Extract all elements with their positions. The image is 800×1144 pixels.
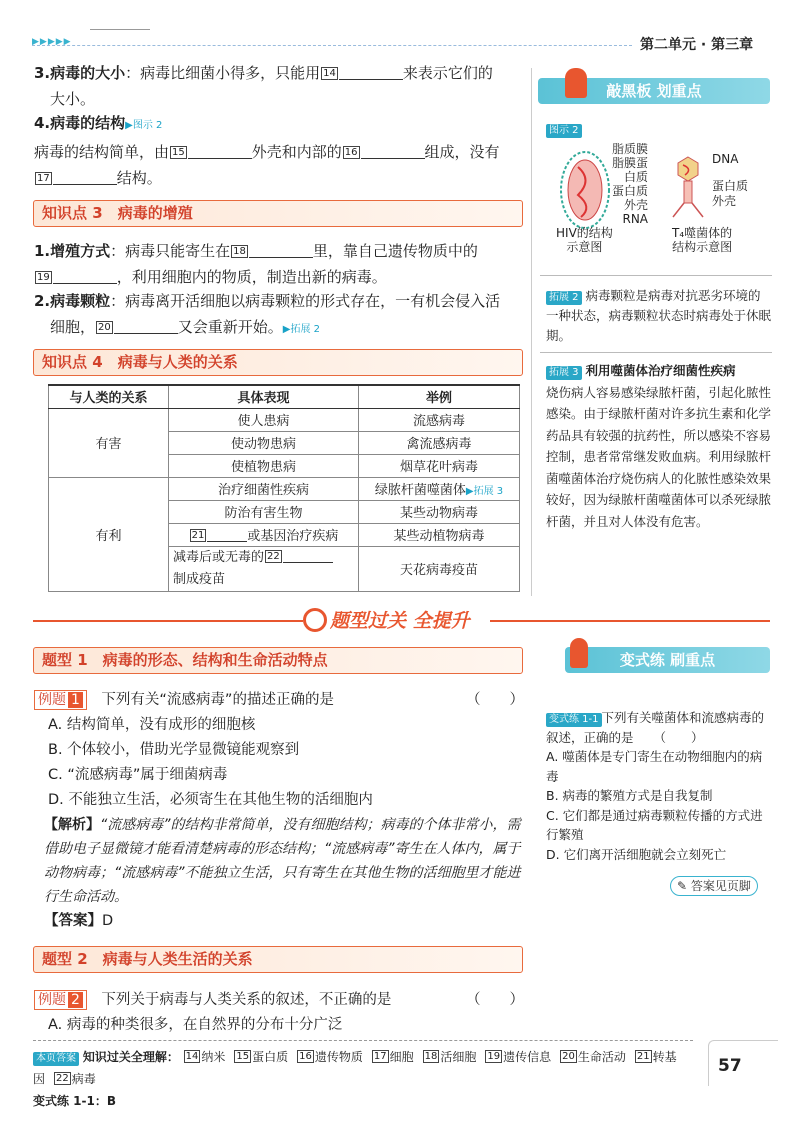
footer-answer-item — [296, 1050, 363, 1064]
footer-answer-item — [53, 1072, 96, 1086]
para-4: 4.病毒的结构▶图示 2 病毒的结构简单，由 15 外壳和内部的 16 组成，没有 17 结构。 — [34, 114, 500, 187]
figure-2-link[interactable]: ▶图示 2 — [125, 120, 163, 131]
side-divider-2 — [540, 352, 772, 353]
banner-practice: 变式练 刷重点 — [565, 647, 770, 673]
footer-answer-item — [422, 1050, 477, 1064]
footer-answer-text: 蛋白质 — [252, 1050, 289, 1064]
option-a[interactable]: A. 病毒的种类很多，在自然界的分布十分广泛 — [48, 1017, 343, 1033]
footer-answer-item — [484, 1050, 551, 1064]
footer-answer-text: 转基因 — [33, 1050, 677, 1086]
footer-answer-text: 纳米 — [201, 1050, 226, 1064]
footer-answer-text: 遗传物质 — [314, 1050, 363, 1064]
table-row: 使动物患病 禽流感病毒 — [49, 431, 520, 454]
reproduction-1: 1.增殖方式：病毒只能寄生在 18 里，靠自己遗传物质中的 19 ，利用细胞内的物质，制造出新的病毒。 — [34, 242, 478, 286]
example-1: 例题 1 下列有关“流感病毒”的描述正确的是 （ ） A. 结构简单，没有成形的细胞核 B. 个体较小，借助光学显微镜能观察到 C. “流感病毒”属于细菌病毒 D. 不能独立生活，必须寄生在其他生物的活细胞内 【解析】“流感病毒”的结构非常简单，没有细胞结构；病毒的个体非常小，需借助电子显微镜才能看清楚病毒的形态结构；“流感病毒”寄生在人体内，属于动物病毒；“流感病毒”不能独立生活，只有寄生在其他生物的活细胞里才能进行生命活动。 【答案】D — [34, 688, 524, 934]
table-row: 减毒后或无毒的 22 制成疫苗 天花病毒疫苗 — [49, 546, 520, 591]
example-2: 例题 2 下列关于病毒与人类关系的叙述，不正确的是 （ ） A. 病毒的种类很多，在自然界的分布十分广泛 — [34, 988, 524, 1038]
option-b[interactable]: B. 个体较小，借助光学显微镜能观察到 — [48, 742, 300, 758]
table-row: 使植物患病 烟草花叶病毒 — [49, 454, 520, 477]
chapter-title: 第二单元 · 第三章 — [640, 37, 754, 53]
section-line-left — [33, 620, 303, 622]
reproduction-2: 2.病毒颗粒：病毒离开活细胞以病毒颗粒的形式存在，一有机会侵入活 细胞， 20 又会重新开始。▶拓展 2 — [34, 292, 501, 336]
page-corner — [708, 1040, 778, 1086]
footer-answer-item — [183, 1050, 226, 1064]
variant-option-c[interactable]: C. 它们都是通过病毒颗粒传播的方式进行繁殖 — [546, 807, 763, 842]
extension-3: 拓展 3 利用噬菌体治疗细菌性疾病 烧伤病人容易感染绿脓杆菌，引起化脓性感染。由于绿脓杆菌对许多抗生素和化学药品具有较强的抗药性，所以感染不容易控制，患者常常继发败血病。利用绿脓杆菌噬菌体治疗烧伤病人的化脓性感染效果较好，因为绿脓杆菌噬菌体可以杀死绿脓杆菌，并且对人体没有危害。 — [546, 363, 772, 529]
table-row: 防治有害生物 某些动物病毒 — [49, 500, 520, 523]
footer-answer-item — [559, 1050, 626, 1064]
page-number: 57 — [718, 1056, 742, 1076]
t4-caption: T₄噬菌体的 结构示意图 — [672, 226, 733, 254]
option-a[interactable]: A. 结构简单，没有成形的细胞核 — [48, 717, 256, 733]
footer-answer-num: 17 — [373, 1051, 387, 1062]
header-dots: ▶▶▶▶▶ — [32, 37, 72, 47]
variant-option-d[interactable]: D. 它们离开活细胞就会立刻死亡 — [546, 846, 727, 862]
footer-answer-num: 21 — [636, 1051, 650, 1062]
t4-labels: DNA 蛋白质 外壳 — [712, 152, 749, 208]
footer-answer-item — [371, 1050, 414, 1064]
variant-option-b[interactable]: B. 病毒的繁殖方式是自我复制 — [546, 788, 713, 803]
teacher-icon-2 — [570, 638, 588, 668]
footer-answer-num: 16 — [299, 1051, 312, 1062]
footer-answer-num: 14 — [185, 1051, 199, 1062]
virus-human-table — [48, 384, 520, 592]
option-d[interactable]: D. 不能独立生活，必须寄生在其他生物的活细胞内 — [48, 792, 373, 808]
section-title: 题型过关 全提升 — [330, 610, 470, 632]
figure-2-tag: 图示 2 — [546, 118, 582, 138]
knowledge-point-4: 知识点 4 病毒与人类的关系 — [33, 349, 523, 376]
banner-key-points: 敲黑板 划重点 — [538, 78, 770, 104]
option-c[interactable]: C. “流感病毒”属于细菌病毒 — [48, 767, 228, 783]
answer: 【答案】D — [44, 913, 114, 929]
knowledge-point-3: 知识点 3 病毒的增殖 — [33, 200, 523, 227]
footer-line — [33, 1040, 693, 1041]
footer-answer-text: 细胞 — [389, 1050, 414, 1064]
variant-1-1: 变式练 1-1 下列有关噬菌体和流感病毒的叙述，正确的是 （ ） A. 噬菌体是专门寄生在动物细胞内的病毒 B. 病毒的繁殖方式是自我复制 C. 它们都是通过病毒颗粒传播的方式进行繁殖 D. 它们离开活细胞就会立刻死亡 — [546, 708, 770, 864]
footer-answer-num: 15 — [236, 1051, 250, 1062]
section-icon — [303, 608, 327, 632]
teacher-icon — [565, 68, 587, 98]
table-row: 有利 治疗细菌性疾病 绿脓杆菌噬菌体▶拓展 3 — [49, 477, 520, 500]
extension-3-link[interactable]: ▶拓展 3 — [465, 486, 504, 497]
question-type-2: 题型 2 病毒与人类生活的关系 — [33, 946, 523, 973]
footer-answer-text: 生命活动 — [577, 1050, 626, 1064]
hiv-labels: 脂质膜 脂膜蛋 白质 蛋白质 外壳 RNA — [612, 142, 649, 226]
variant-option-a[interactable]: A. 噬菌体是专门寄生在动物细胞内的病毒 — [546, 749, 763, 784]
footer-answer-num: 19 — [487, 1051, 501, 1062]
sidebar-divider — [531, 68, 532, 596]
analysis: 【解析】“流感病毒”的结构非常简单，没有细胞结构；病毒的个体非常小，需借助电子显微镜才能看清楚病毒的形态结构；“流感病毒”寄生在人体内，属于动物病毒；“流感病毒”不能独立生活，只有寄生在其他生物的活细胞里才能进行生命活动。 — [44, 817, 521, 905]
footer-answer-item — [233, 1050, 288, 1064]
hiv-caption: HIV的结构 示意图 — [556, 226, 613, 254]
para-3: 3.病毒的大小：病毒比细菌小得多，只能用 14 来表示它们的 大小。 — [34, 64, 493, 108]
question-type-1: 题型 1 病毒的形态、结构和生命活动特点 — [33, 647, 523, 674]
section-line-right — [490, 620, 770, 622]
table-header: 与人类的关系 具体表现 举例 — [49, 385, 520, 408]
answer-see-footer[interactable]: ✎ 答案见页脚 — [670, 876, 758, 896]
footer-answer-text: 病毒 — [71, 1072, 96, 1086]
header-line-solid — [90, 29, 150, 30]
footer-answer-text: 活细胞 — [440, 1050, 477, 1064]
extension-2-link[interactable]: ▶拓展 2 — [282, 324, 320, 335]
footer-answer-text: 遗传信息 — [503, 1050, 552, 1064]
table-row: 21 或基因治疗疾病 某些动植物病毒 — [49, 523, 520, 546]
header-line — [32, 45, 632, 46]
footer-answers: 本页答案 知识过关全理解： 14 纳米 15 蛋白质 16 遗传物质 17 细胞 18 活细胞 19 遗传信息 20 生命活动 21 转基因 22 病毒 变式练 1-1：B — [33, 1050, 677, 1108]
extension-2: 拓展 2 病毒颗粒是病毒对抗恶劣环境的一种状态，病毒颗粒状态时病毒处于休眠期。 — [546, 288, 772, 343]
footer-answer-num: 22 — [56, 1073, 69, 1084]
footer-answer-num: 20 — [562, 1051, 575, 1062]
footer-answer-num: 18 — [424, 1051, 438, 1062]
side-divider-1 — [540, 275, 772, 276]
table-row: 有害 使人患病 流感病毒 — [49, 408, 520, 431]
